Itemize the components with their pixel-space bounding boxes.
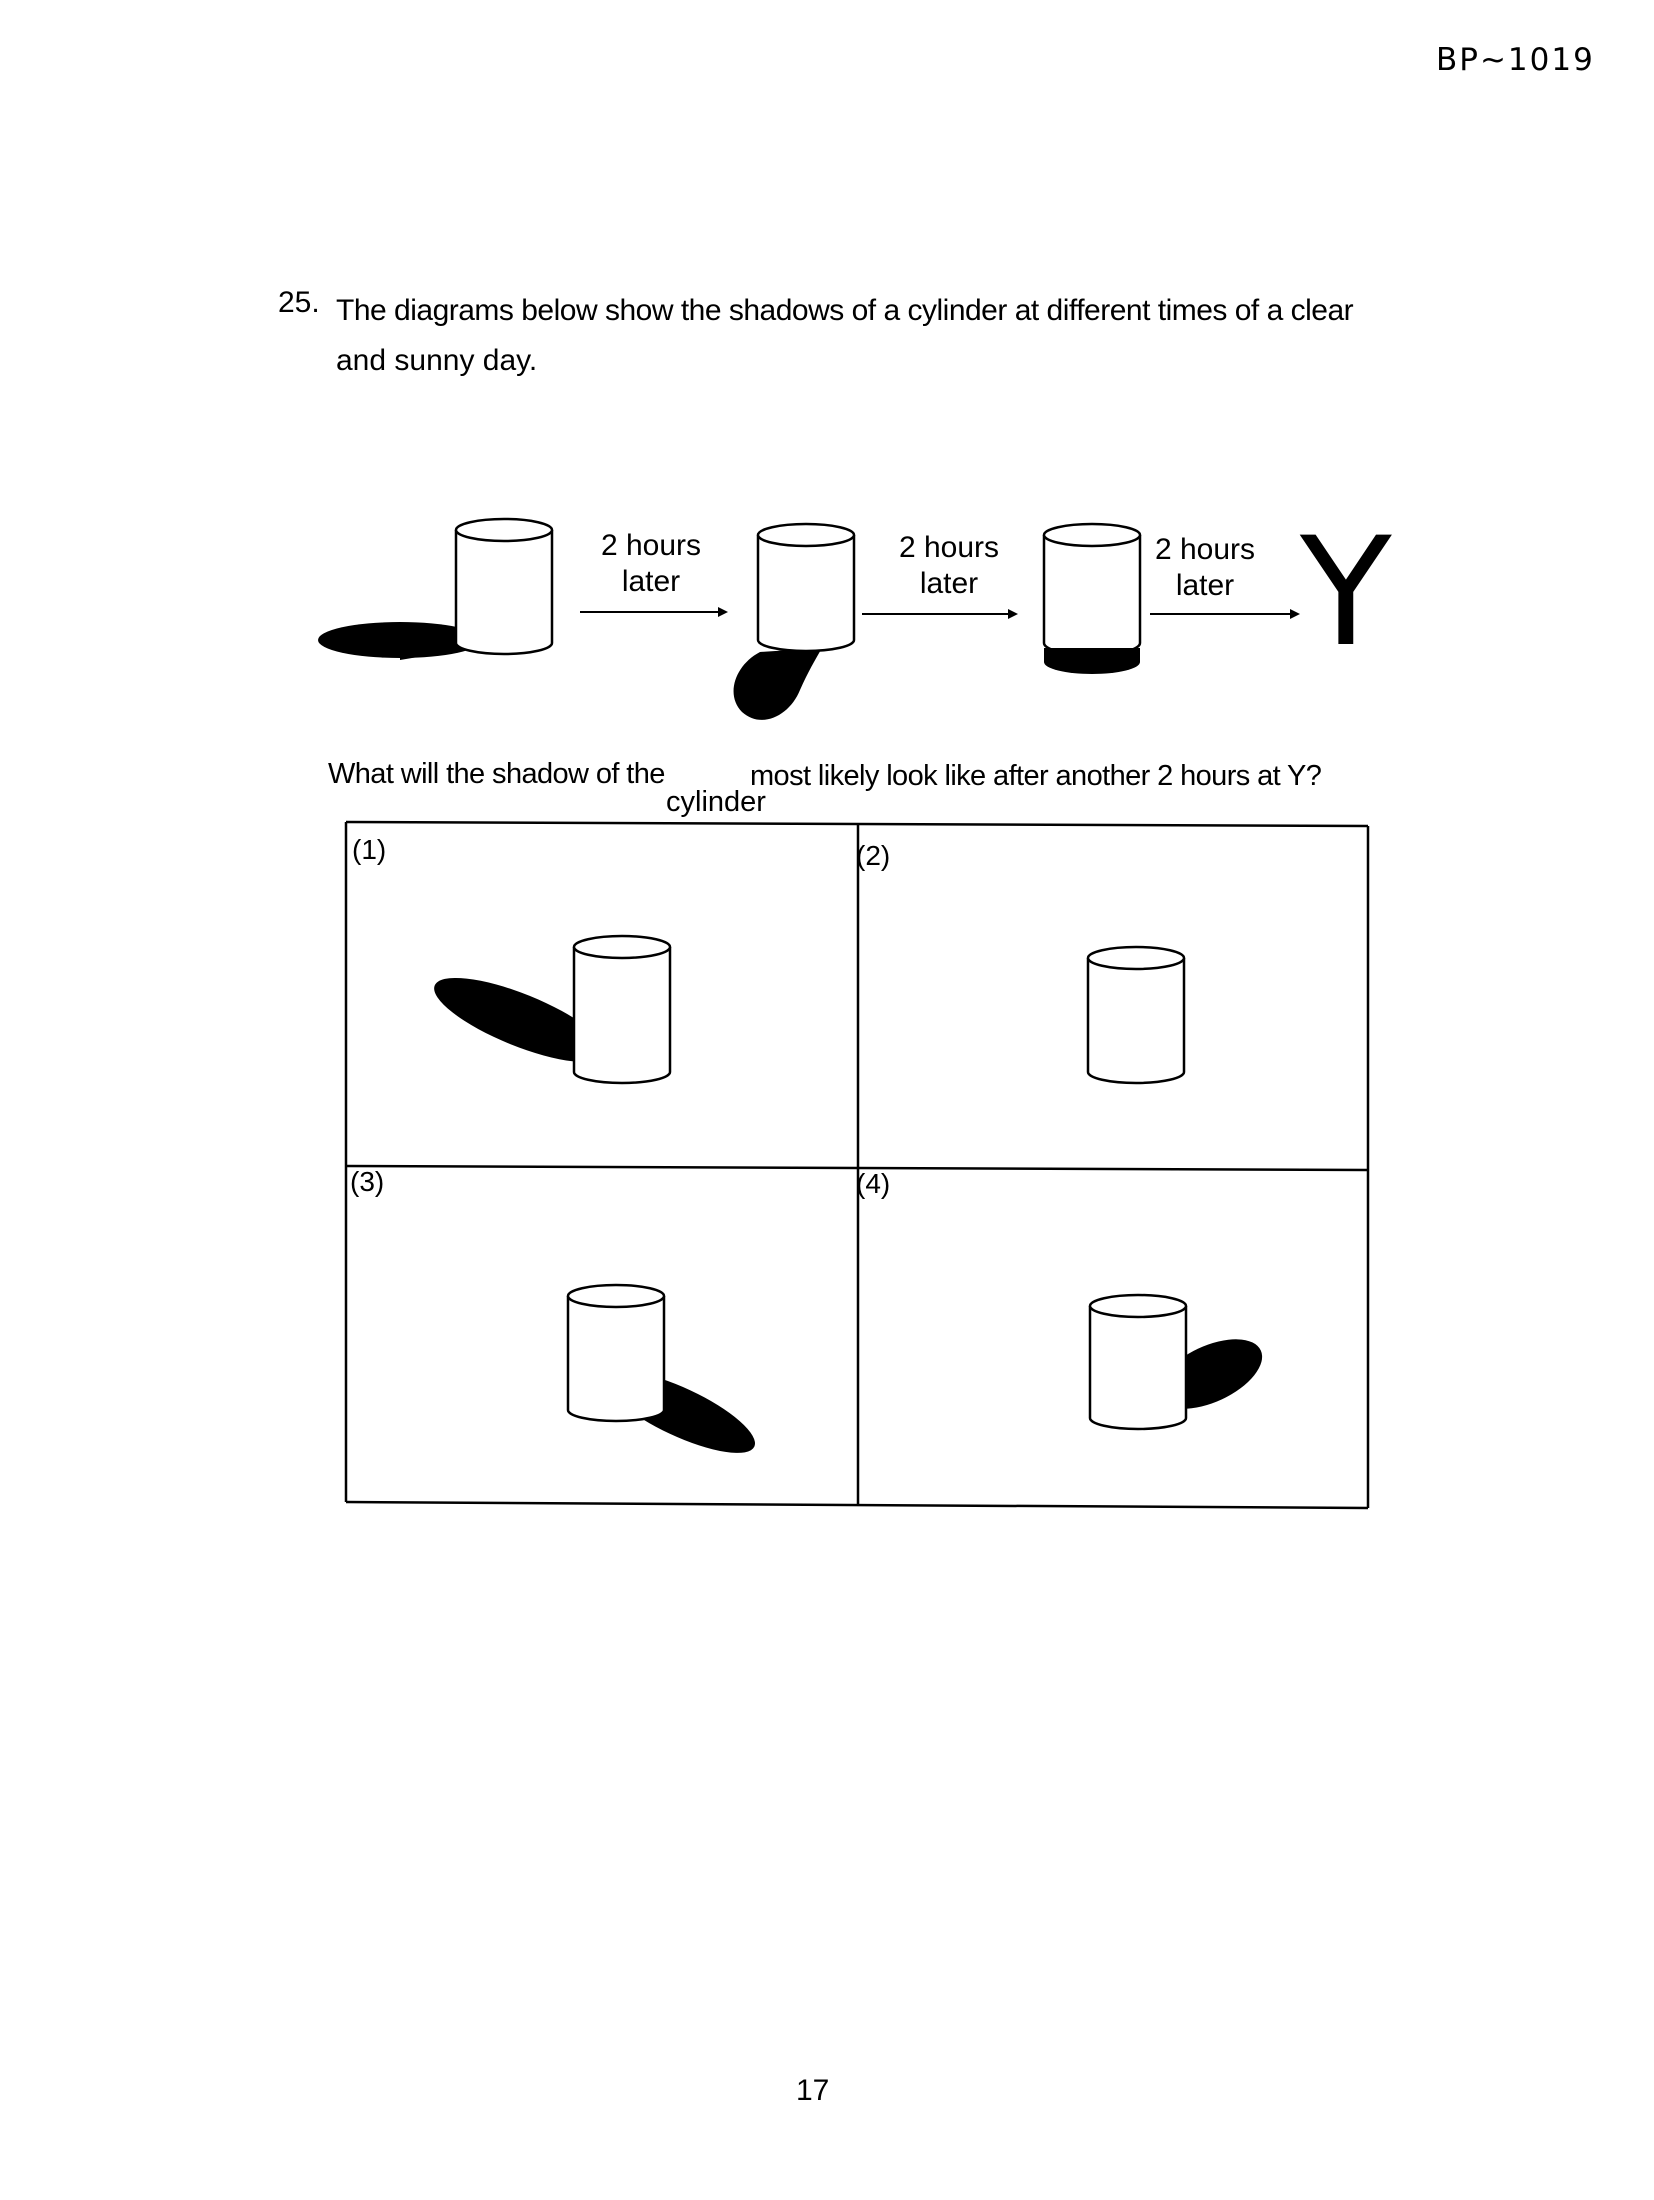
step-label-2-line-2: later [919, 567, 979, 600]
final-marker-y: Y [1300, 506, 1392, 680]
question-number: 25. [278, 286, 320, 319]
step-label-3-line-1: 2 hours [1154, 533, 1256, 566]
arrow-3 [1150, 609, 1300, 619]
option-3-figure [568, 1285, 764, 1468]
step-label-2 [884, 530, 1014, 602]
option-1-figure [425, 936, 670, 1083]
step-label-1-line-2: later [621, 565, 681, 598]
question-text-line-1: The diagrams below show the shadows of a cylinder at different times of a clear [336, 294, 1354, 327]
step-label-3-line-2: later [1175, 569, 1235, 602]
step-label-3 [1140, 532, 1270, 604]
option-2-label: (2) [856, 840, 891, 871]
shadow-down-left [734, 648, 822, 720]
sequence-cylinder-1 [318, 519, 552, 660]
step-label-2-line-1: 2 hours [898, 531, 1000, 564]
option-4-figure [1090, 1295, 1273, 1429]
options-grid [346, 822, 1368, 1508]
option-3-label: (3) [350, 1166, 385, 1197]
sequence-cylinder-2 [734, 524, 854, 720]
option-2-figure [1088, 947, 1184, 1083]
sequence-cylinder-3 [1044, 524, 1140, 674]
arrow-2 [862, 609, 1018, 619]
step-label-1-line-1: 2 hours [600, 529, 702, 562]
question-text-line-2: and sunny day. [336, 344, 538, 377]
shadow-under-base [1044, 648, 1140, 674]
option-1-label: (1) [352, 834, 387, 865]
step-label-1 [586, 528, 716, 600]
option-4-label: (4) [856, 1168, 891, 1199]
page-number: 17 [796, 2074, 830, 2107]
prompt-part-1: What will the shadow of the [328, 758, 665, 790]
arrow-1 [580, 607, 728, 617]
document-code: BP~1019 [1436, 42, 1595, 78]
prompt-part-2: most likely look like after another 2 hours at Y? [750, 760, 1322, 792]
prompt-inserted-word: cylinder [666, 786, 766, 818]
